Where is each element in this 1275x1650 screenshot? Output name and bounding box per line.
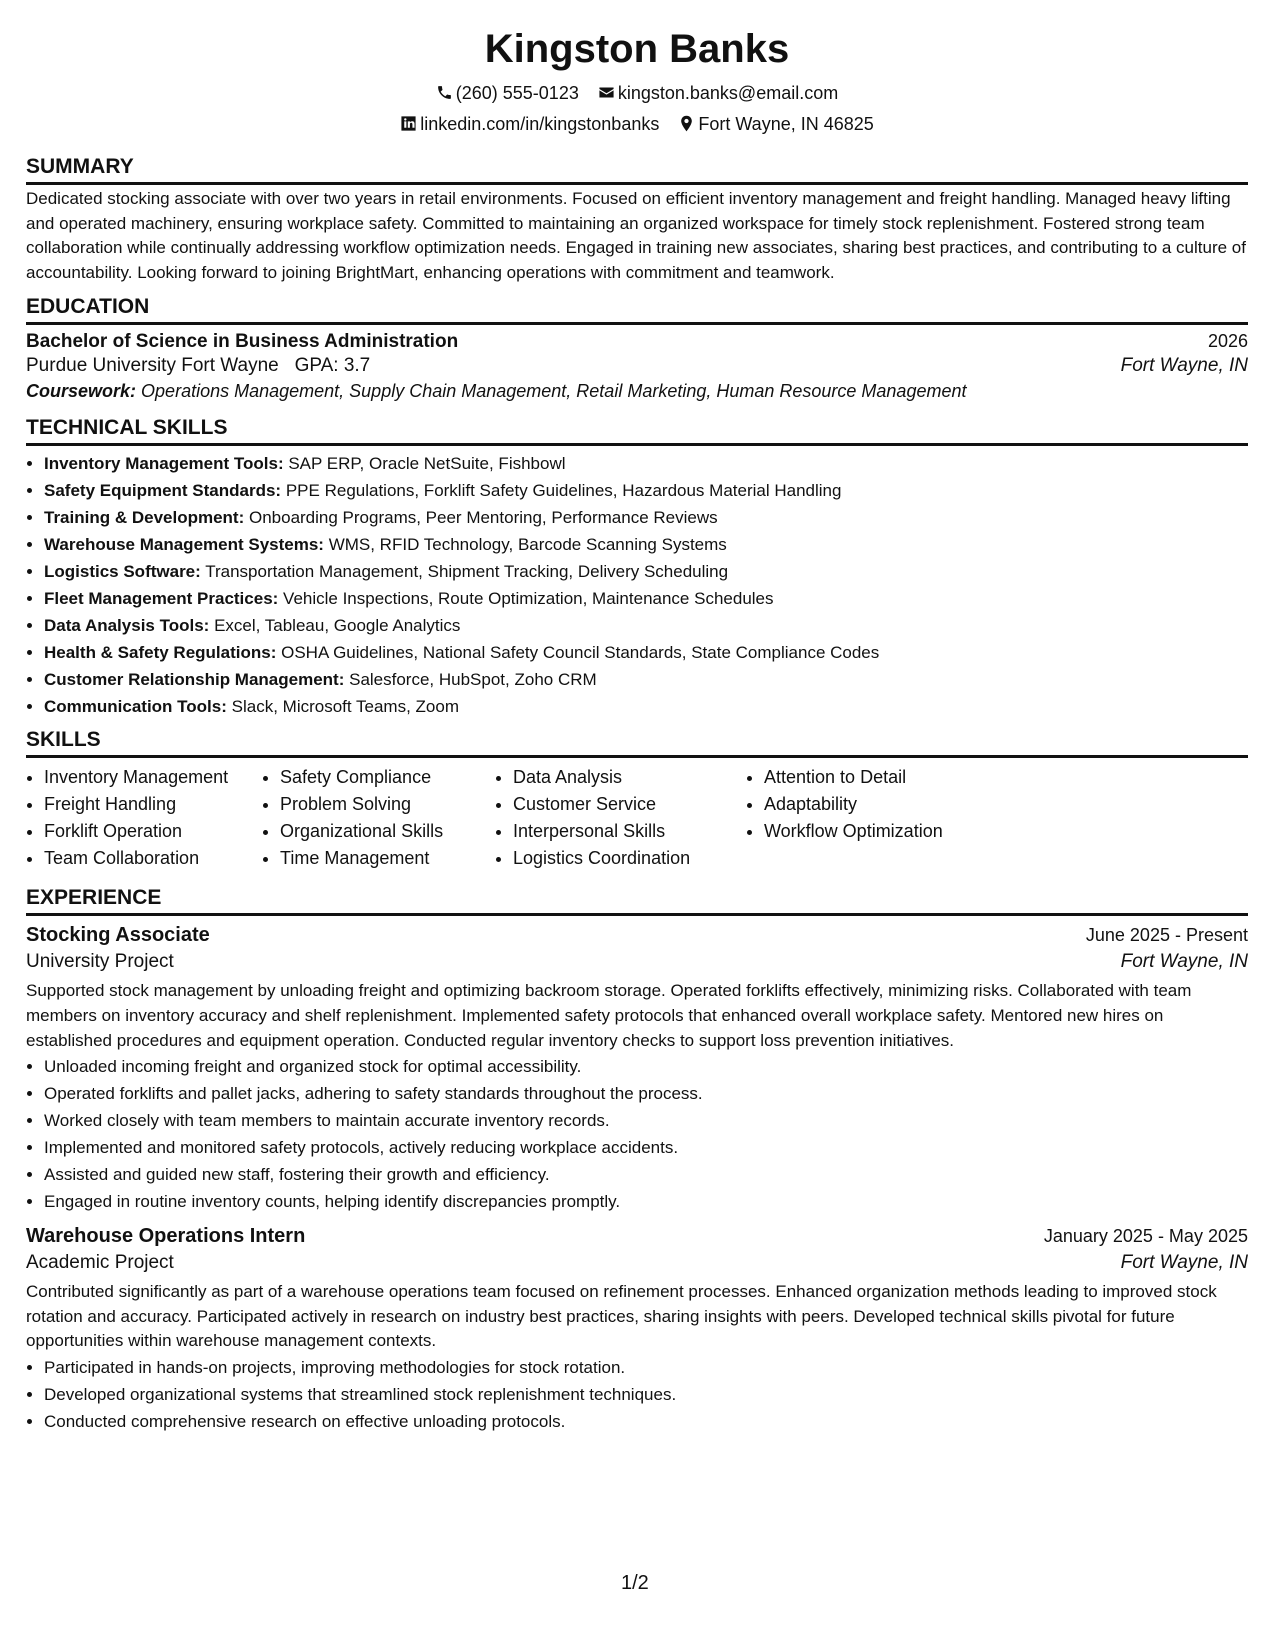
list-item: • Problem Solving	[280, 791, 495, 818]
skill-category: Inventory Management Tools:	[44, 454, 284, 474]
list-item: • Team Collaboration	[44, 845, 262, 872]
job-dates: January 2025 - May 2025	[1043, 1226, 1248, 1247]
coursework-label: Coursework:	[26, 381, 137, 402]
candidate-name: Kingston Banks	[484, 27, 790, 71]
map-pin-icon	[678, 115, 695, 132]
experience-section	[26, 886, 1248, 1435]
coursework-list: Operations Management, Supply Chain Management, Retail Marketing, Human Resource Management	[141, 381, 967, 402]
skill-category: Health & Safety Regulations:	[44, 643, 277, 663]
list-item: • Adaptability	[764, 791, 1024, 818]
list-item: • Organizational Skills	[280, 818, 495, 845]
list-item: • Data Analysis	[513, 764, 746, 791]
job-location: Fort Wayne, IN	[1120, 1252, 1248, 1274]
skill-values: WMS, RFID Technology, Barcode Scanning Systems	[328, 535, 727, 555]
job-title: Warehouse Operations Intern	[26, 1225, 306, 1248]
job-description: Contributed significantly as part of a warehouse operations team focused on refinement processes. Enhanced organization methods leading to improved stock rotation and accuracy. Participated actively in research on industry best practices, sharing insights with peers. Developed technical skills pivotal for future opportunities within warehouse management contexts.	[26, 1282, 1217, 1351]
degree-title: Bachelor of Science in Business Administration	[26, 331, 459, 353]
job-entry	[26, 1225, 1248, 1435]
list-item	[44, 666, 1248, 693]
list-item: • Safety Compliance	[280, 764, 495, 791]
education-heading: EDUCATION	[26, 295, 1248, 325]
list-item: • Interpersonal Skills	[513, 818, 746, 845]
envelope-icon	[598, 84, 615, 101]
skill-values: Slack, Microsoft Teams, Zoom	[231, 697, 459, 717]
graduation-year: 2026	[1207, 331, 1248, 352]
list-item: • Assisted and guided new staff, fostering their growth and efficiency.	[44, 1161, 1248, 1188]
list-item: • Forklift Operation	[44, 818, 262, 845]
job-title: Stocking Associate	[26, 924, 210, 947]
skills-column-2	[262, 764, 495, 872]
skill-category: Logistics Software:	[44, 562, 201, 582]
list-item	[44, 450, 1248, 477]
list-item: • Attention to Detail	[764, 764, 1024, 791]
list-item: • Participated in hands-on projects, improving methodologies for stock rotation.	[44, 1354, 1248, 1381]
job-subheader	[26, 951, 1248, 973]
list-item: • Conducted comprehensive research on effective unloading protocols.	[44, 1408, 1248, 1435]
skill-category: Warehouse Management Systems:	[44, 535, 324, 555]
school-info	[26, 355, 370, 377]
job-bullets	[26, 1354, 1248, 1435]
location-contact	[678, 109, 873, 140]
job-organization: Academic Project	[26, 1252, 174, 1274]
linkedin-icon	[400, 115, 417, 132]
experience-heading: EXPERIENCE	[26, 886, 1248, 916]
list-item	[44, 558, 1248, 585]
job-organization: University Project	[26, 951, 174, 973]
phone-contact[interactable]	[436, 78, 579, 109]
job-location: Fort Wayne, IN	[1120, 951, 1248, 973]
list-item: • Implemented and monitored safety protocols, actively reducing workplace accidents.	[44, 1134, 1248, 1161]
summary-section	[26, 155, 1248, 285]
technical-skills-list	[26, 450, 1248, 720]
linkedin-text: linkedin.com/in/kingstonbanks	[420, 114, 660, 134]
list-item	[44, 477, 1248, 504]
skill-values: Salesforce, HubSpot, Zoho CRM	[349, 670, 597, 690]
list-item: • Workflow Optimization	[764, 818, 1024, 845]
skills-column-1	[26, 764, 262, 872]
skill-category: Safety Equipment Standards:	[44, 481, 282, 501]
job-dates: June 2025 - Present	[1085, 925, 1248, 946]
list-item	[44, 504, 1248, 531]
technical-skills-heading: TECHNICAL SKILLS	[26, 416, 1248, 446]
resume-page	[26, 20, 1248, 1435]
contact-line-2	[26, 109, 1248, 140]
school-name: Purdue University Fort Wayne	[26, 355, 279, 377]
summary-heading: SUMMARY	[26, 155, 1248, 185]
list-item	[44, 531, 1248, 558]
skill-values: Excel, Tableau, Google Analytics	[214, 616, 461, 636]
list-item: • Unloaded incoming freight and organized stock for optimal accessibility.	[44, 1053, 1248, 1080]
list-item: • Inventory Management	[44, 764, 262, 791]
skills-grid	[26, 764, 1248, 872]
summary-text: Dedicated stocking associate with over two years in retail environments. Focused on efficient inventory management and freight handling. Managed heavy lifting and operated machinery, ensuring workplace safety. Committed to maintaining an organized workspace for timely stock replenishment. Fostered strong team collaboration while continually addressing workflow optimization needs. Engaged in training new associates, sharing best practices, and contributing to a culture of accountability. Looking forward to joining BrightMart, enhancing operations with commitment and teamwork.	[26, 189, 1246, 282]
list-item: • Developed organizational systems that streamlined stock replenishment techniques.	[44, 1381, 1248, 1408]
education-row-2	[26, 355, 1248, 377]
job-header	[26, 924, 1248, 947]
list-item: • Operated forklifts and pallet jacks, adhering to safety standards throughout the process.	[44, 1080, 1248, 1107]
list-item: • Worked closely with team members to maintain accurate inventory records.	[44, 1107, 1248, 1134]
skill-category: Data Analysis Tools:	[44, 616, 210, 636]
skill-values: Onboarding Programs, Peer Mentoring, Performance Reviews	[248, 508, 718, 528]
skill-values: Transportation Management, Shipment Tracking, Delivery Scheduling	[205, 562, 729, 582]
list-item: • Time Management	[280, 845, 495, 872]
skills-column-4	[746, 764, 1024, 872]
email-text: kingston.banks@email.com	[617, 83, 839, 103]
page-number: 1/2	[621, 1572, 649, 1594]
job-bullets	[26, 1053, 1248, 1215]
education-section	[26, 295, 1248, 402]
list-item	[44, 585, 1248, 612]
phone-text: (260) 555-0123	[455, 83, 579, 103]
skills-column-3	[495, 764, 746, 872]
technical-skills-section	[26, 416, 1248, 720]
list-item: • Freight Handling	[44, 791, 262, 818]
job-header	[26, 1225, 1248, 1248]
contact-line-1	[26, 78, 1248, 109]
list-item	[44, 612, 1248, 639]
linkedin-contact[interactable]	[400, 109, 659, 140]
job-description: Supported stock management by unloading freight and optimizing backroom storage. Operated forklifts effectively, minimizing risks. Collaborated with team members on inventory accuracy and shelf replenishment. Implemented safety protocols that enhanced overall workplace safety. Mentored new hires on established procedures and equipment operation. Conducted regular inventory checks to support loss prevention initiatives.	[26, 981, 1192, 1050]
skill-values: Vehicle Inspections, Route Optimization, Maintenance Schedules	[283, 589, 774, 609]
resume-header	[26, 20, 1248, 140]
location-text: Fort Wayne, IN 46825	[698, 114, 874, 134]
list-item: • Customer Service	[513, 791, 746, 818]
list-item: • Logistics Coordination	[513, 845, 746, 872]
skill-category: Communication Tools:	[44, 697, 227, 717]
email-contact[interactable]	[598, 78, 838, 109]
job-entry	[26, 924, 1248, 1215]
skill-values: OSHA Guidelines, National Safety Council Standards, State Compliance Codes	[281, 643, 880, 663]
skill-values: SAP ERP, Oracle NetSuite, Fishbowl	[288, 454, 566, 474]
list-item	[44, 693, 1248, 720]
skill-category: Training & Development:	[44, 508, 245, 528]
coursework	[26, 381, 1248, 402]
gpa: GPA: 3.7	[294, 355, 371, 377]
list-item	[44, 639, 1248, 666]
list-item: • Engaged in routine inventory counts, helping identify discrepancies promptly.	[44, 1188, 1248, 1215]
skills-heading: SKILLS	[26, 728, 1248, 758]
phone-icon	[436, 84, 453, 101]
school-location: Fort Wayne, IN	[1120, 355, 1248, 377]
skill-category: Customer Relationship Management:	[44, 670, 345, 690]
skill-category: Fleet Management Practices:	[44, 589, 279, 609]
education-row-1	[26, 331, 1248, 353]
job-subheader	[26, 1252, 1248, 1274]
skills-section	[26, 728, 1248, 872]
skill-values: PPE Regulations, Forklift Safety Guidelines, Hazardous Material Handling	[285, 481, 842, 501]
